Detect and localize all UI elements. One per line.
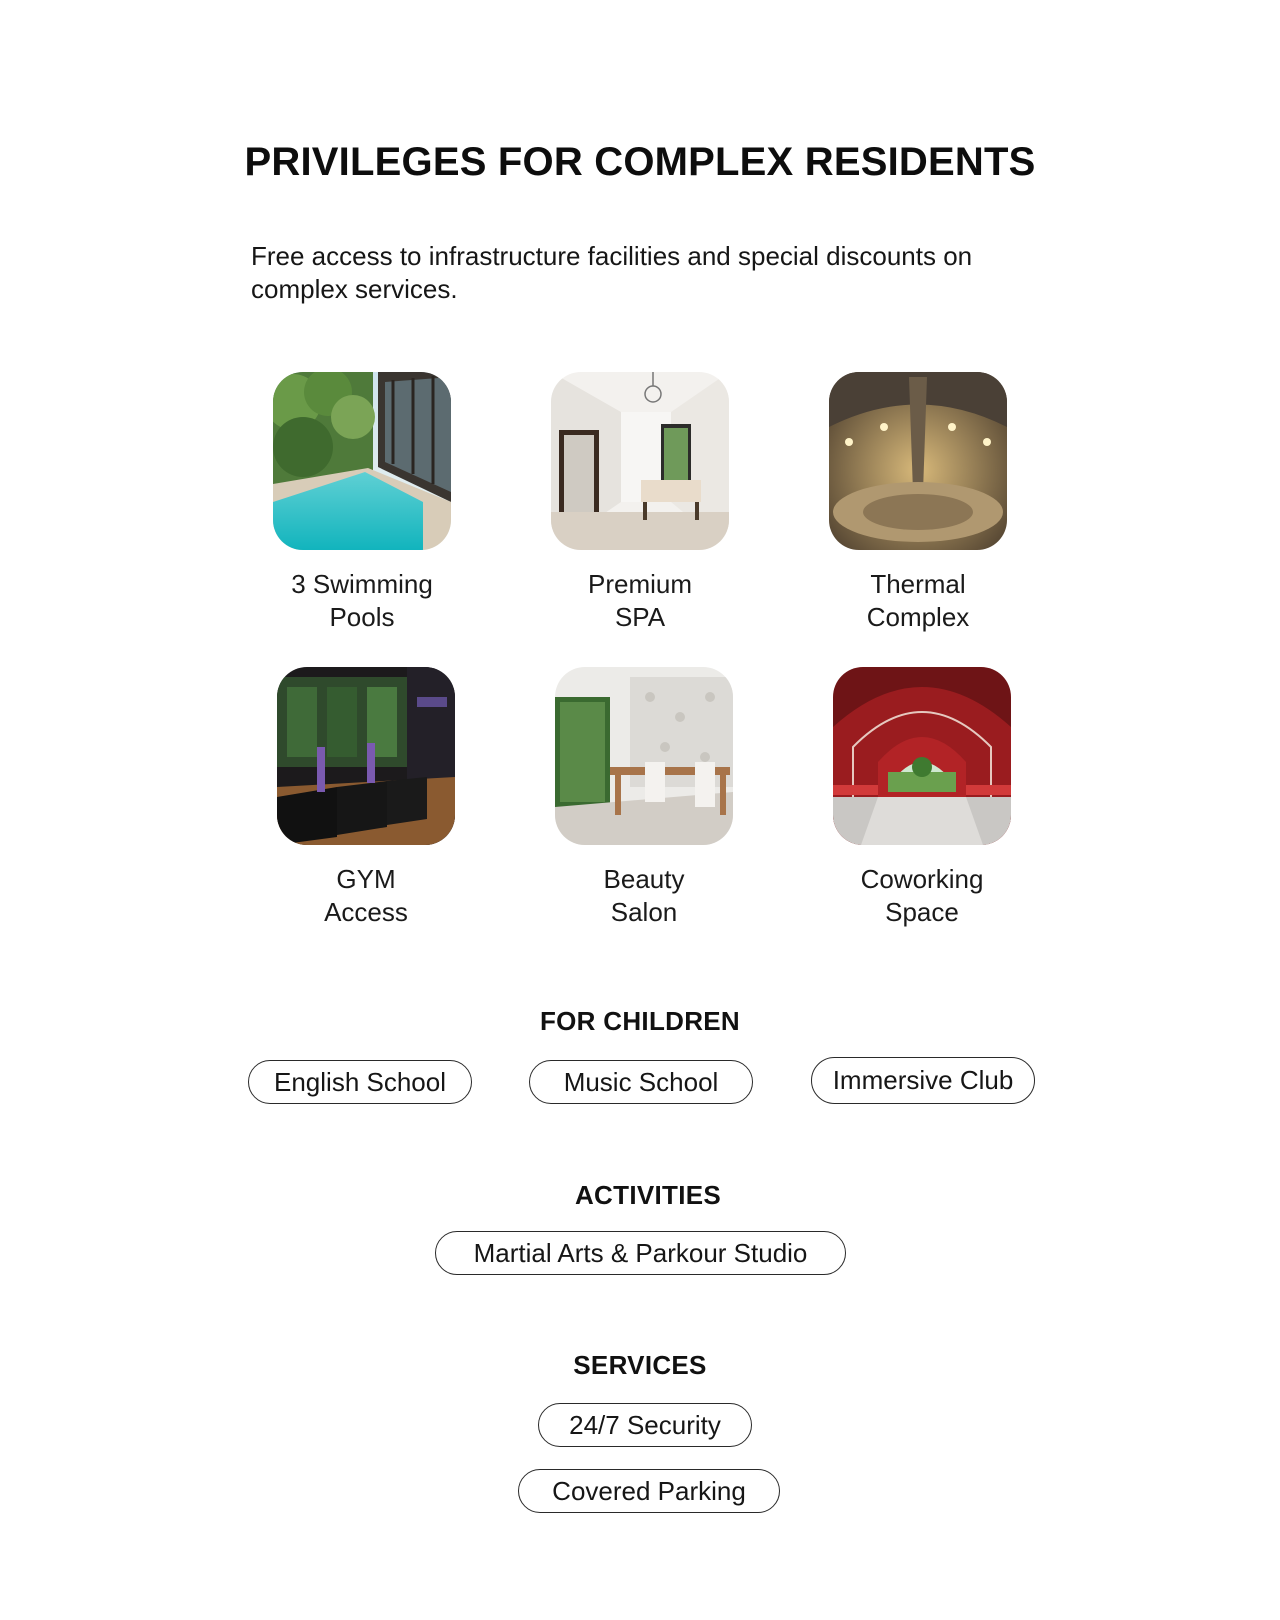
facility-beauty-salon bbox=[504, 667, 784, 929]
facility-label-line1: Beauty bbox=[603, 864, 685, 894]
facility-gym-access bbox=[226, 667, 506, 929]
facility-label-line2: SPA bbox=[614, 602, 666, 632]
facility-label-line2: Complex bbox=[866, 602, 970, 632]
page-description: Free access to infrastructure facilities and special discounts on complex services. bbox=[251, 241, 973, 304]
tag-martial-arts-parkour-studio[interactable]: Martial Arts & Parkour Studio bbox=[435, 1231, 846, 1275]
facility-swimming-pools bbox=[222, 372, 502, 634]
section-title-children: FOR CHILDREN bbox=[539, 1006, 741, 1036]
tag-english-school[interactable]: English School bbox=[248, 1060, 472, 1104]
section-title-activities: ACTIVITIES bbox=[574, 1180, 721, 1210]
section-title-services: SERVICES bbox=[573, 1350, 707, 1380]
facility-label-line1: Coworking bbox=[860, 864, 984, 894]
tag-music-school[interactable]: Music School bbox=[529, 1060, 753, 1104]
tag-immersive-club[interactable]: Immersive Club bbox=[811, 1057, 1035, 1104]
facility-label-line2: Pools bbox=[329, 602, 395, 632]
page-title: PRIVILEGES FOR COMPLEX RESIDENTS bbox=[244, 140, 1036, 184]
facility-label-line1: 3 Swimming bbox=[291, 569, 433, 599]
facility-label-line1: Thermal bbox=[870, 569, 966, 599]
facility-coworking-space bbox=[782, 667, 1062, 929]
coworking-hall-photo bbox=[833, 667, 1011, 845]
beauty-salon-photo bbox=[555, 667, 733, 845]
facility-thermal-complex bbox=[778, 372, 1058, 634]
facility-label-line2: Access bbox=[324, 897, 408, 927]
gym-treadmills-photo bbox=[277, 667, 455, 845]
tag-24-7-security[interactable]: 24/7 Security bbox=[538, 1403, 752, 1447]
thermal-hall-photo bbox=[829, 372, 1007, 550]
facility-label-line1: GYM bbox=[336, 864, 396, 894]
spa-room-photo bbox=[551, 372, 729, 550]
swimming-pool-photo bbox=[273, 372, 451, 550]
facility-label-line2: Space bbox=[885, 897, 959, 927]
facility-label-line2: Salon bbox=[610, 897, 678, 927]
facility-premium-spa bbox=[500, 372, 780, 634]
tag-covered-parking[interactable]: Covered Parking bbox=[518, 1469, 780, 1513]
facility-label-line1: Premium bbox=[587, 569, 692, 599]
